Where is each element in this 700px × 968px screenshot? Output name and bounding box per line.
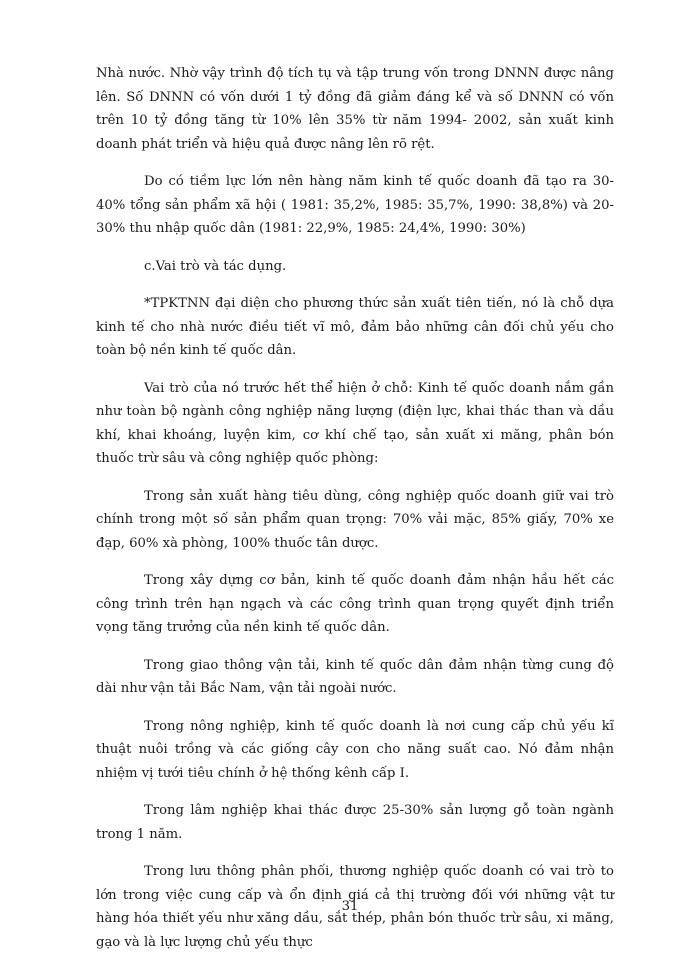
- paragraph-consumer-goods: Trong sản xuất hàng tiêu dùng, công nghiệp quốc doanh giữ vai trò chính trong một số sản phẩm quan trọng: 70% vải mặc, 85% giấy, 70% xe đạp, 60% xà phòng, 100% thuốc tân dược.: [96, 488, 614, 551]
- paragraph-tpktnn: *TPKTNN đại diện cho phương thức sản xuất tiên tiến, nó là chỗ dựa kinh tế cho nhà nước điều tiết vĩ mô, đảm bảo những cân đối chủ yếu cho toàn bộ nền kinh tế quốc dân.: [96, 296, 614, 358]
- section-heading-role: c.Vai trò và tác dụng.: [144, 258, 287, 274]
- paragraph-state-economy-output: Do có tiềm lực lớn nên hàng năm kinh tế quốc doanh đã tạo ra 30-40% tổng sản phẩm xã hội ( 1981: 35,2%, 1985: 35,7%, 1990: 38,8%) và 20-30% thu nhập quốc dân (1981: 22,9%, 1985: 24,4%, 1990: 30%): [96, 174, 614, 236]
- paragraph-energy-industry: Vai trò của nó trước hết thể hiện ở chỗ: Kinh tế quốc doanh nắm gần như toàn bộ ngành công nghiệp năng lượng (điện lực, khai thác than và dầu khí, khai khoáng, luyện kim, cơ khí chế tạo, sản xuất xi măng, phân bón thuốc trừ sâu và công nghiệp quốc phòng:: [96, 380, 614, 466]
- paragraph-transport: Trong giao thông vận tải, kinh tế quốc dân đảm nhận từng cung độ dài như vận tải Bắc Nam, vận tải ngoài nước.: [96, 657, 614, 696]
- paragraph-agriculture: Trong nông nghiệp, kinh tế quốc doanh là nơi cung cấp chủ yếu kĩ thuật nuôi trồng và các giống cây con cho năng suất cao. Nó đảm nhận nhiệm vị tưới tiêu chính ở hệ thống kênh cấp I.: [96, 718, 614, 781]
- page-number: 31: [341, 899, 359, 914]
- paragraph-forestry: Trong lâm nghiệp khai thác được 25-30% sản lượng gỗ toàn ngành trong 1 năm.: [96, 803, 614, 842]
- paragraph-construction: Trong xây dựng cơ bản, kinh tế quốc doanh đảm nhận hầu hết các công trình trên hạn ngạch và các công trình quan trọng quyết định triển vọng tăng trưởng của nền kinh tế quốc dân.: [96, 573, 614, 635]
- paragraph-continuation: Nhà nước. Nhờ vậy trình độ tích tụ và tập trung vốn trong DNNN được nâng lên. Số DNNN có vốn dưới 1 tỷ đồng đã giảm đáng kể và số DNNN có vốn trên 10 tỷ đồng tăng từ 10% lên 35% từ năm 1994- 2002, sản xuất kinh doanh phát triển và hiệu quả được nâng lên rõ rệt.: [96, 66, 614, 152]
- paragraph-distribution: Trong lưu thông phân phối, thương nghiệp quốc doanh có vai trò to lớn trong việc cung cấp và ổn định giá cả thị trường đối với những vật tư hàng hóa thiết yếu như xăng dầu, sắt thép, phân bón thuốc trừ sâu, xi măng, gạo và là lực lượng chủ yếu thực: [96, 864, 614, 950]
- body-text: [96, 62, 614, 968]
